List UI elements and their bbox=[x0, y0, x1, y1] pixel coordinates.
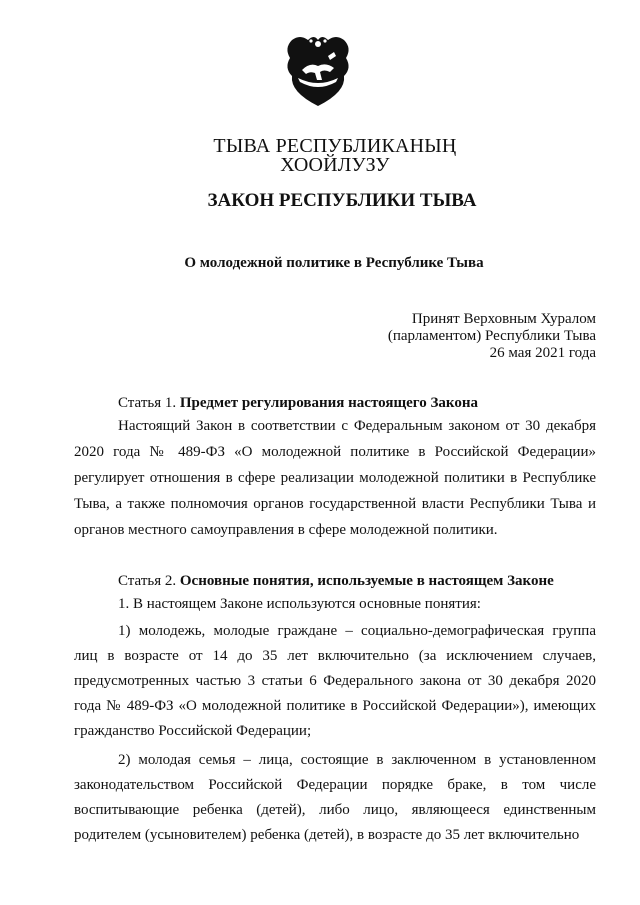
article-2-paragraph-3: 2) молодая семья – лица, состоящие в заключенном в установленном законодательством Российской Федерации порядке браке, в том числе воспитывающие ребенка (детей), либо лицо, являющееся единственным родителем (усыновителем) ребенка (детей), в возрасте до 35 лет включительно bbox=[74, 752, 596, 843]
article-1 bbox=[74, 393, 596, 543]
article-1-text: Настоящий Закон в соответствии с Федеральным законом от 30 декабря 2020 года № 489-ФЗ «О молодежной политике в Российской Федерации» регулирует отношения в сфере реализации молодежной политики в Республике Тыва, а также полномочия органов государственной власти Республики Тыва и органов местного самоуправления в сфере молодежной политики. bbox=[74, 418, 596, 538]
article-2-prefix: Статья 2. bbox=[118, 573, 180, 589]
article-2 bbox=[74, 571, 596, 848]
article-1-heading bbox=[74, 393, 596, 413]
article-1-title: Предмет регулирования настоящего Закона bbox=[179, 395, 478, 411]
adoption-line-1: Принят Верховным Хуралом bbox=[411, 311, 596, 327]
article-2-title: Основные понятия, используемые в настоящем Законе bbox=[179, 573, 554, 589]
parliament-line-2: ХООЙЛУЗУ bbox=[280, 154, 390, 176]
article-2-paragraph-2: 1) молодежь, молодые граждане – социально-демографическая группа лиц в возрасте от 14 до 35 лет включительно (за исключением случаев, предусмотренных частью 3 статьи 6 Федерального закона от 30 декабря 2020 года № 489-ФЗ «О молодежной политике в Российской Федерации»), имеющих гражданство Российской Федерации; bbox=[74, 623, 596, 739]
adoption-line-2: (парламентом) Республики Тыва bbox=[387, 328, 596, 344]
parliament-name bbox=[0, 137, 640, 175]
law-subject: О молодежной политике в Республике Тыва bbox=[184, 255, 484, 271]
law-title: ЗАКОН РЕСПУБЛИКИ ТЫВА bbox=[207, 190, 477, 211]
adoption-date: 26 мая 2021 года bbox=[489, 345, 596, 361]
article-1-prefix: Статья 1. bbox=[118, 395, 180, 411]
parliament-line-1: ТЫВА РЕСПУБЛИКАНЫҢ bbox=[213, 135, 457, 157]
article-2-heading bbox=[74, 571, 596, 591]
coat-of-arms-emblem bbox=[284, 34, 352, 108]
adoption-block bbox=[388, 311, 596, 362]
article-2-paragraph-1: 1. В настоящем Законе используются основные понятия: bbox=[118, 596, 481, 612]
